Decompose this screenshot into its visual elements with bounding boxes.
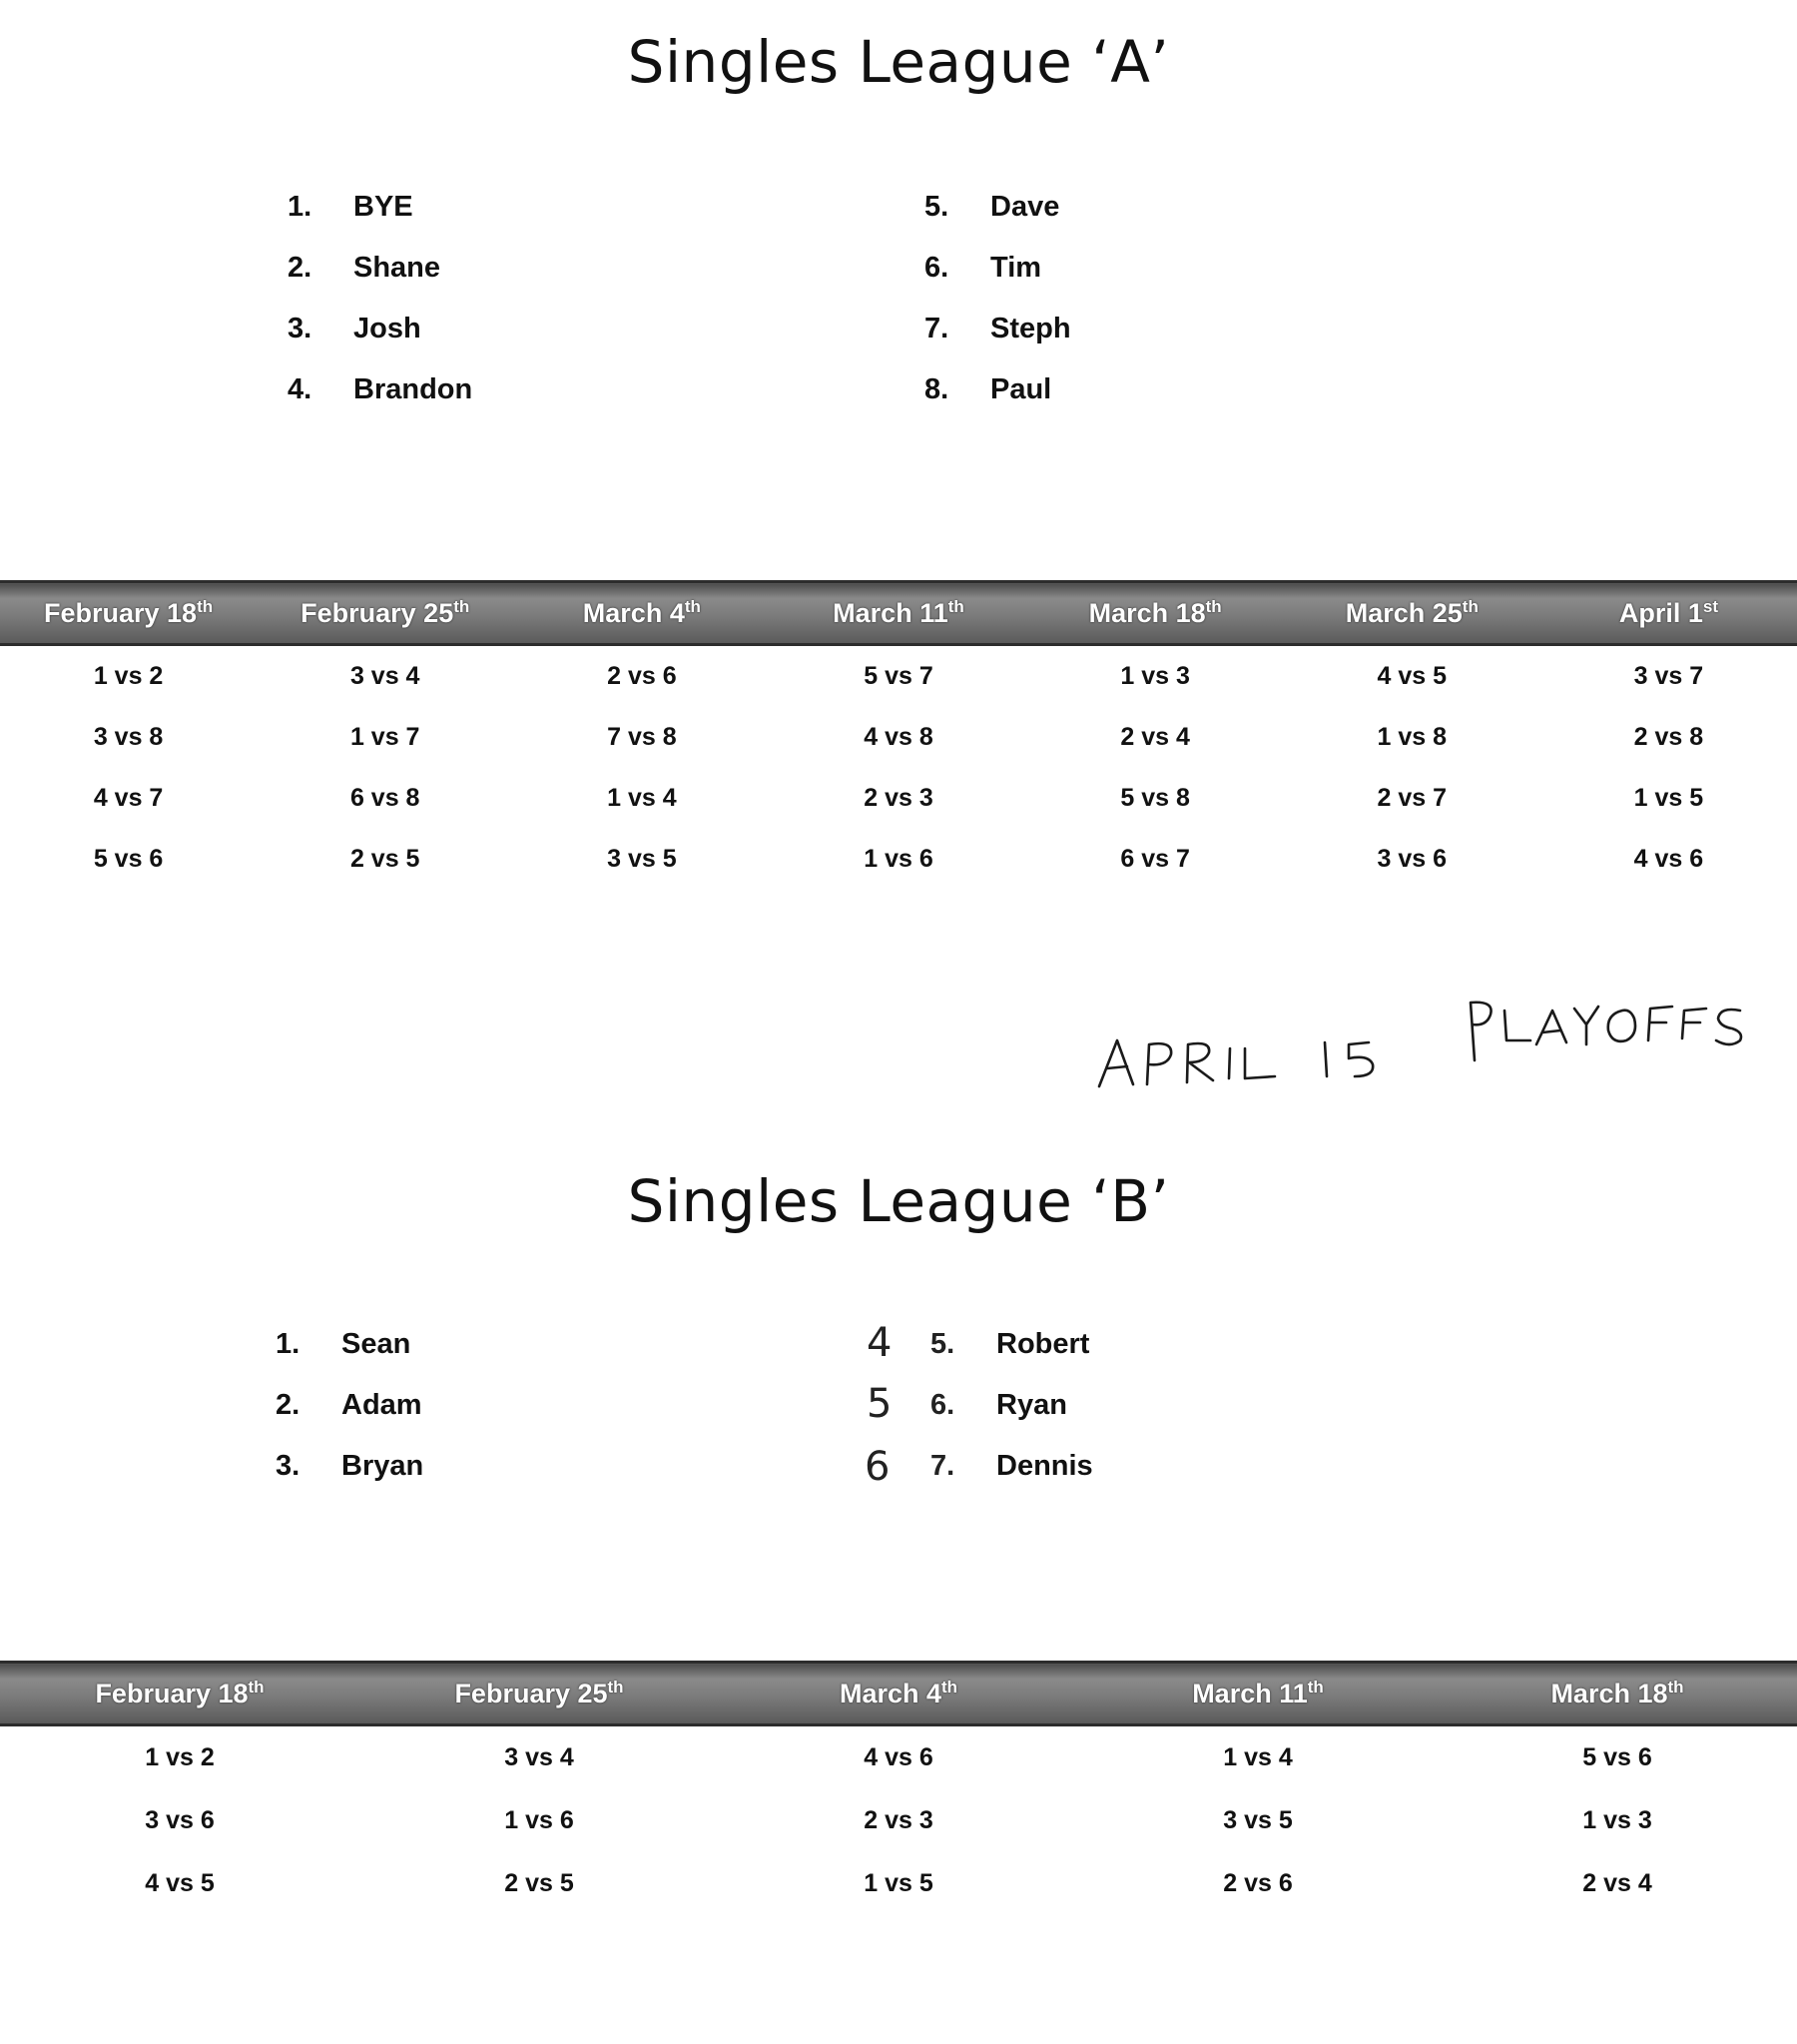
roster-number: 7.	[924, 313, 949, 344]
roster-name: BYE	[353, 191, 413, 223]
schedule-row	[0, 645, 1797, 708]
matchup-cell: 2 vs 8	[1633, 723, 1704, 751]
matchup-cell: 4 vs 8	[864, 723, 933, 751]
roster-name: Adam	[341, 1389, 422, 1421]
matchup-cell: 4 vs 7	[93, 784, 164, 812]
roster-number: 1.	[288, 191, 312, 223]
league-a-title: Singles League ‘A’	[627, 28, 1170, 96]
roster-name: Sean	[341, 1328, 411, 1360]
matchup-cell: 1 vs 4	[1223, 1743, 1293, 1771]
matchup-cell: 1 vs 3	[1120, 662, 1190, 690]
roster-name: Paul	[990, 373, 1052, 405]
schedule-date-header: March 11th	[1078, 1663, 1438, 1725]
matchup-cell: 1 vs 7	[349, 723, 420, 751]
handwritten-number: 6	[865, 1444, 891, 1490]
roster-number: 1.	[276, 1328, 300, 1360]
schedule-date-header: March 18th	[1438, 1663, 1797, 1725]
matchup-cell: 1 vs 3	[1582, 1806, 1652, 1834]
roster-name: Dave	[990, 191, 1060, 223]
schedule-date-header: March 4th	[513, 582, 770, 645]
roster-number: 3.	[276, 1450, 300, 1482]
roster-number: 6.	[930, 1389, 955, 1421]
roster-number: 6.	[924, 252, 949, 284]
matchup-cell: 2 vs 6	[607, 662, 677, 690]
roster-number: 4.	[288, 373, 312, 405]
matchup-cell: 2 vs 4	[1582, 1869, 1652, 1897]
matchup-cell: 3 vs 8	[93, 723, 164, 751]
roster-name: Steph	[990, 313, 1071, 344]
matchup-cell: 5 vs 6	[1582, 1743, 1652, 1771]
roster-number: 5.	[930, 1328, 955, 1360]
league-b-schedule-table	[0, 1661, 1797, 1915]
roster-number: 2.	[276, 1389, 300, 1421]
schedule-date-header: March 18th	[1027, 582, 1284, 645]
handwritten-note-drawing	[1093, 989, 1772, 1108]
schedule-row	[0, 768, 1797, 829]
schedule-date-header: February 18th	[0, 582, 257, 645]
matchup-cell: 5 vs 7	[864, 662, 933, 690]
matchup-cell: 2 vs 5	[504, 1869, 574, 1897]
matchup-cell: 6 vs 8	[349, 784, 420, 812]
league-a-schedule-table	[0, 580, 1797, 890]
matchup-cell: 7 vs 8	[607, 723, 677, 751]
roster-number: 8.	[924, 373, 949, 405]
schedule-date-header: March 4th	[719, 1663, 1078, 1725]
matchup-cell: 1 vs 8	[1377, 723, 1448, 751]
roster-name: Brandon	[353, 373, 473, 405]
schedule-date-header: February 25th	[257, 582, 513, 645]
schedule-row	[0, 829, 1797, 890]
schedule-row	[0, 1852, 1797, 1915]
roster-name: Shane	[353, 252, 441, 284]
matchup-cell: 2 vs 3	[864, 784, 933, 812]
schedule-date-header: March 25th	[1284, 582, 1540, 645]
matchup-cell: 4 vs 5	[1377, 662, 1448, 690]
matchup-cell: 2 vs 6	[1223, 1869, 1293, 1897]
roster-number: 2.	[288, 252, 312, 284]
roster-number: 7.	[930, 1450, 955, 1482]
matchup-cell: 2 vs 7	[1377, 784, 1448, 812]
matchup-cell: 3 vs 7	[1633, 662, 1704, 690]
matchup-cell: 1 vs 6	[504, 1806, 574, 1834]
schedule-row	[0, 1789, 1797, 1852]
matchup-cell: 5 vs 8	[1120, 784, 1190, 812]
matchup-cell: 1 vs 2	[93, 662, 164, 690]
league-b-title: Singles League ‘B’	[627, 1167, 1170, 1235]
schedule-row	[0, 707, 1797, 768]
matchup-cell: 2 vs 5	[349, 845, 420, 873]
matchup-cell: 3 vs 5	[607, 845, 677, 873]
matchup-cell: 1 vs 4	[607, 784, 677, 812]
roster-name: Ryan	[996, 1389, 1067, 1421]
schedule-date-header: March 11th	[770, 582, 1026, 645]
matchup-cell: 3 vs 6	[145, 1806, 215, 1834]
handwritten-playoffs-note	[1093, 989, 1772, 1108]
roster-name: Tim	[990, 252, 1042, 284]
matchup-cell: 1 vs 6	[864, 845, 933, 873]
handwritten-number: 4	[867, 1320, 893, 1366]
matchup-cell: 2 vs 3	[864, 1806, 933, 1834]
matchup-cell: 3 vs 4	[504, 1743, 574, 1771]
matchup-cell: 1 vs 5	[864, 1869, 933, 1897]
matchup-cell: 3 vs 6	[1377, 845, 1448, 873]
matchup-cell: 1 vs 2	[145, 1743, 215, 1771]
roster-name: Josh	[353, 313, 421, 344]
schedule-date-header: February 25th	[359, 1663, 719, 1725]
matchup-cell: 4 vs 5	[145, 1869, 215, 1897]
matchup-cell: 2 vs 4	[1120, 723, 1190, 751]
roster-name: Dennis	[996, 1450, 1093, 1482]
matchup-cell: 1 vs 5	[1633, 784, 1704, 812]
handwritten-number: 5	[867, 1381, 893, 1427]
schedule-header-row	[0, 582, 1797, 645]
schedule-date-header: February 18th	[0, 1663, 359, 1725]
roster-name: Bryan	[341, 1450, 424, 1482]
matchup-cell: 3 vs 4	[349, 662, 420, 690]
roster-number: 3.	[288, 313, 312, 344]
roster-name: Robert	[996, 1328, 1090, 1360]
matchup-cell: 5 vs 6	[93, 845, 164, 873]
roster-number: 5.	[924, 191, 949, 223]
schedule-date-header: April 1st	[1540, 582, 1797, 645]
matchup-cell: 4 vs 6	[864, 1743, 933, 1771]
matchup-cell: 4 vs 6	[1633, 845, 1704, 873]
matchup-cell: 3 vs 5	[1223, 1806, 1293, 1834]
schedule-header-row	[0, 1663, 1797, 1725]
schedule-row	[0, 1725, 1797, 1790]
matchup-cell: 6 vs 7	[1120, 845, 1190, 873]
